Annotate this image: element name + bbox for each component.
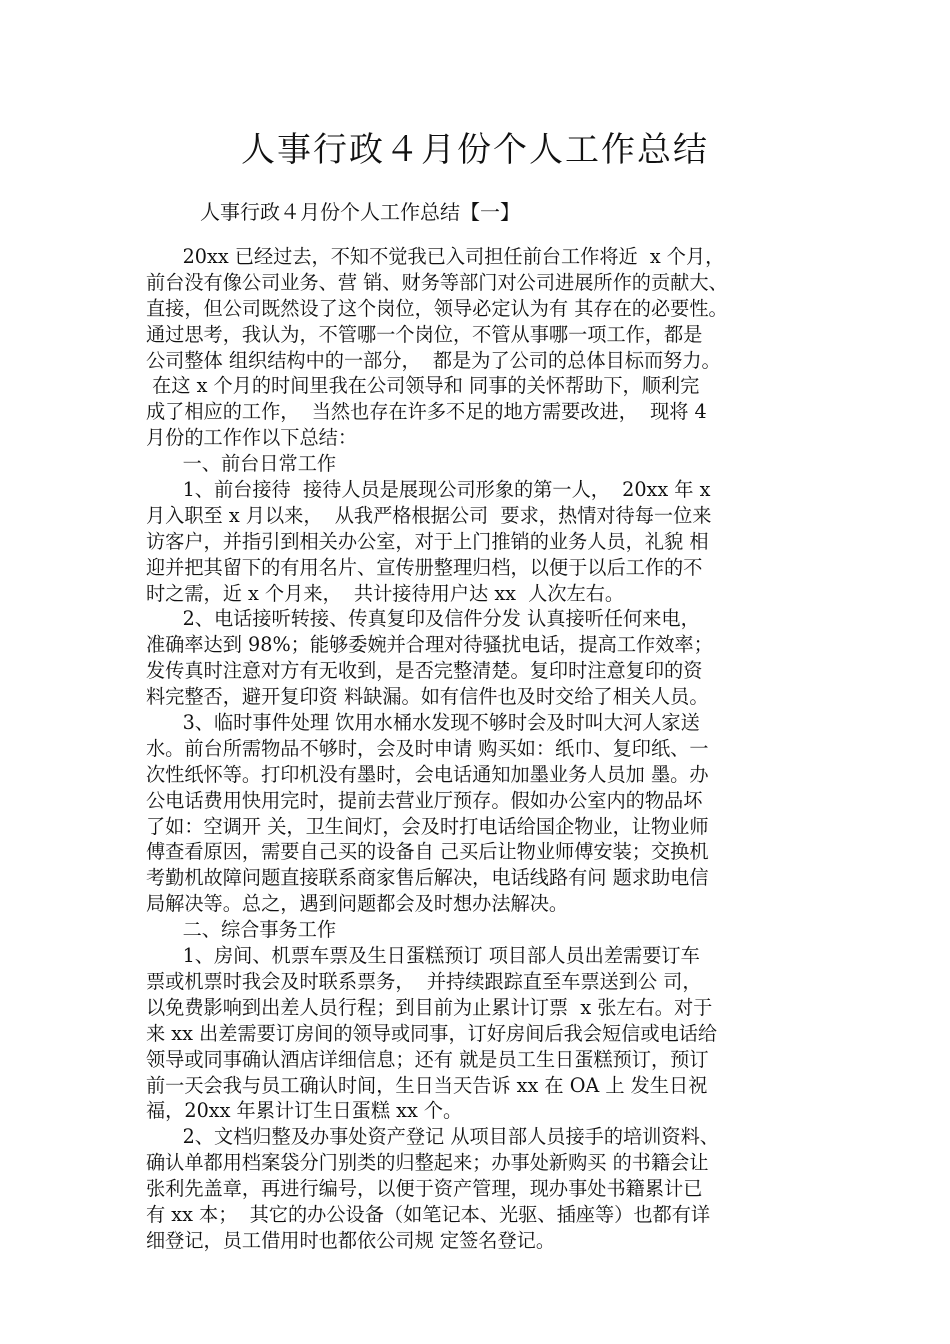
text-line: 2、电话接听转接、传真复印及信件分发 认真接听任何来电，	[146, 607, 700, 631]
text-line: 在这 x 个月的时间里我在公司领导和 同事的关怀帮助下，顺利完	[146, 374, 700, 398]
document-body	[146, 244, 811, 1254]
text-line: 公电话费用快用完时，提前去营业厅预存。假如办公室内的物品坏	[146, 788, 703, 812]
text-line: 直接，但公司既然设了这个岗位，领导必定认为有 其存在的必要性。	[146, 296, 728, 320]
text-line: 发传真时注意对方有无收到，是否完整清楚。复印时注意复印的资	[146, 659, 703, 683]
text-line: 前台没有像公司业务、营 销、财务等部门对公司进展所作的贡献大、	[146, 270, 728, 294]
text-line: 一、前台日常工作	[146, 452, 337, 476]
text-line: 考勤机故障问题直接联系商家售后解决，电话线路有问 题求助电信	[146, 866, 709, 890]
text-line: 20xx 已经过去，不知不觉我已入司担任前台工作将近 x 个月，	[146, 245, 725, 268]
text-line: 2、文档归整及办事处资产登记 从项目部人员接手的培训资料、	[146, 1125, 719, 1149]
text-line: 成了相应的工作， 当然也存在许多不足的地方需要改进， 现将 4	[146, 400, 707, 424]
text-line: 访客户，并指引到相关办公室，对于上门推销的业务人员，礼貌 相	[146, 529, 709, 553]
text-line: 福，20xx 年累计订生日蛋糕 xx 个。	[146, 1099, 463, 1123]
text-line: 细登记，员工借用时也都依公司规 定签名登记。	[146, 1228, 556, 1252]
text-line: 月份的工作作以下总结：	[146, 426, 358, 450]
text-line: 确认单都用档案袋分门别类的归整起来；办事处新购买 的书籍会让	[146, 1151, 709, 1175]
text-line: 月入职至 x 月以来， 从我严格根据公司 要求，热情对待每一位来	[146, 503, 712, 527]
text-line: 以免费影响到出差人员行程；到目前为止累计订票 x 张左右。对于	[146, 995, 713, 1019]
text-line: 了如：空调开 关，卫生间灯，会及时打电话给国企物业，让物业师	[146, 814, 709, 838]
text-line: 通过思考，我认为，不管哪一个岗位，不管从事哪一项工作，都是	[146, 322, 703, 346]
text-line: 水。前台所需物品不够时，会及时申请 购买如：纸巾、复印纸、一	[146, 736, 709, 760]
text-line: 前一天会我与员工确认时间，生日当天告诉 xx 在 OA 上 发生日祝	[146, 1073, 708, 1097]
text-line: 傅查看原因，需要自己买的设备自 己买后让物业师傅安装；交换机	[146, 840, 709, 864]
text-line: 次性纸怀等。打印机没有墨时，会电话通知加墨业务人员加 墨。办	[146, 762, 709, 786]
text-line: 准确率达到 98%；能够委婉并合理对待骚扰电话，提高工作效率；	[146, 633, 713, 657]
text-line: 料完整否，避开复印资 料缺漏。如有信件也及时交给了相关人员。	[146, 685, 709, 709]
text-line: 票或机票时我会及时联系票务， 并持续跟踪直至车票送到公 司，	[146, 969, 702, 993]
text-line: 时之需，近 x 个月来， 共计接待用户达 xx 人次左右。	[146, 581, 625, 605]
text-line: 局解决等。总之，遇到问题都会及时想办法解决。	[146, 892, 569, 916]
text-line: 1、房间、机票车票及生日蛋糕预订 项目部人员出差需要订车	[146, 944, 700, 968]
text-line: 迎并把其留下的有用名片、宣传册整理归档，以便于以后工作的不	[146, 555, 703, 579]
text-line: 公司整体 组织结构中的一部分， 都是为了公司的总体目标而努力。	[146, 348, 721, 372]
section-heading: 人事行政４月份个人工作总结【一】	[200, 200, 520, 224]
text-line: 来 xx 出差需要订房间的领导或同事，订好房间后我会短信或电话给	[146, 1021, 718, 1045]
text-line: 3、临时事件处理 饮用水桶水发现不够时会及时叫大河人家送	[146, 711, 700, 735]
text-line: 有 xx 本； 其它的办公设备（如笔记本、光驱、插座等）也都有详	[146, 1202, 711, 1226]
text-line: 1、前台接待 接待人员是展现公司形象的第一人， 20xx 年 x	[146, 478, 711, 502]
text-line: 二、综合事务工作	[146, 918, 337, 942]
text-line: 领导或同事确认酒店详细信息；还有 就是员工生日蛋糕预订，预订	[146, 1047, 709, 1071]
text-line: 张利先盖章，再进行编号，以便于资产管理，现办事处书籍累计已	[146, 1177, 703, 1201]
document-title: 人事行政４月份个人工作总结	[241, 130, 709, 170]
